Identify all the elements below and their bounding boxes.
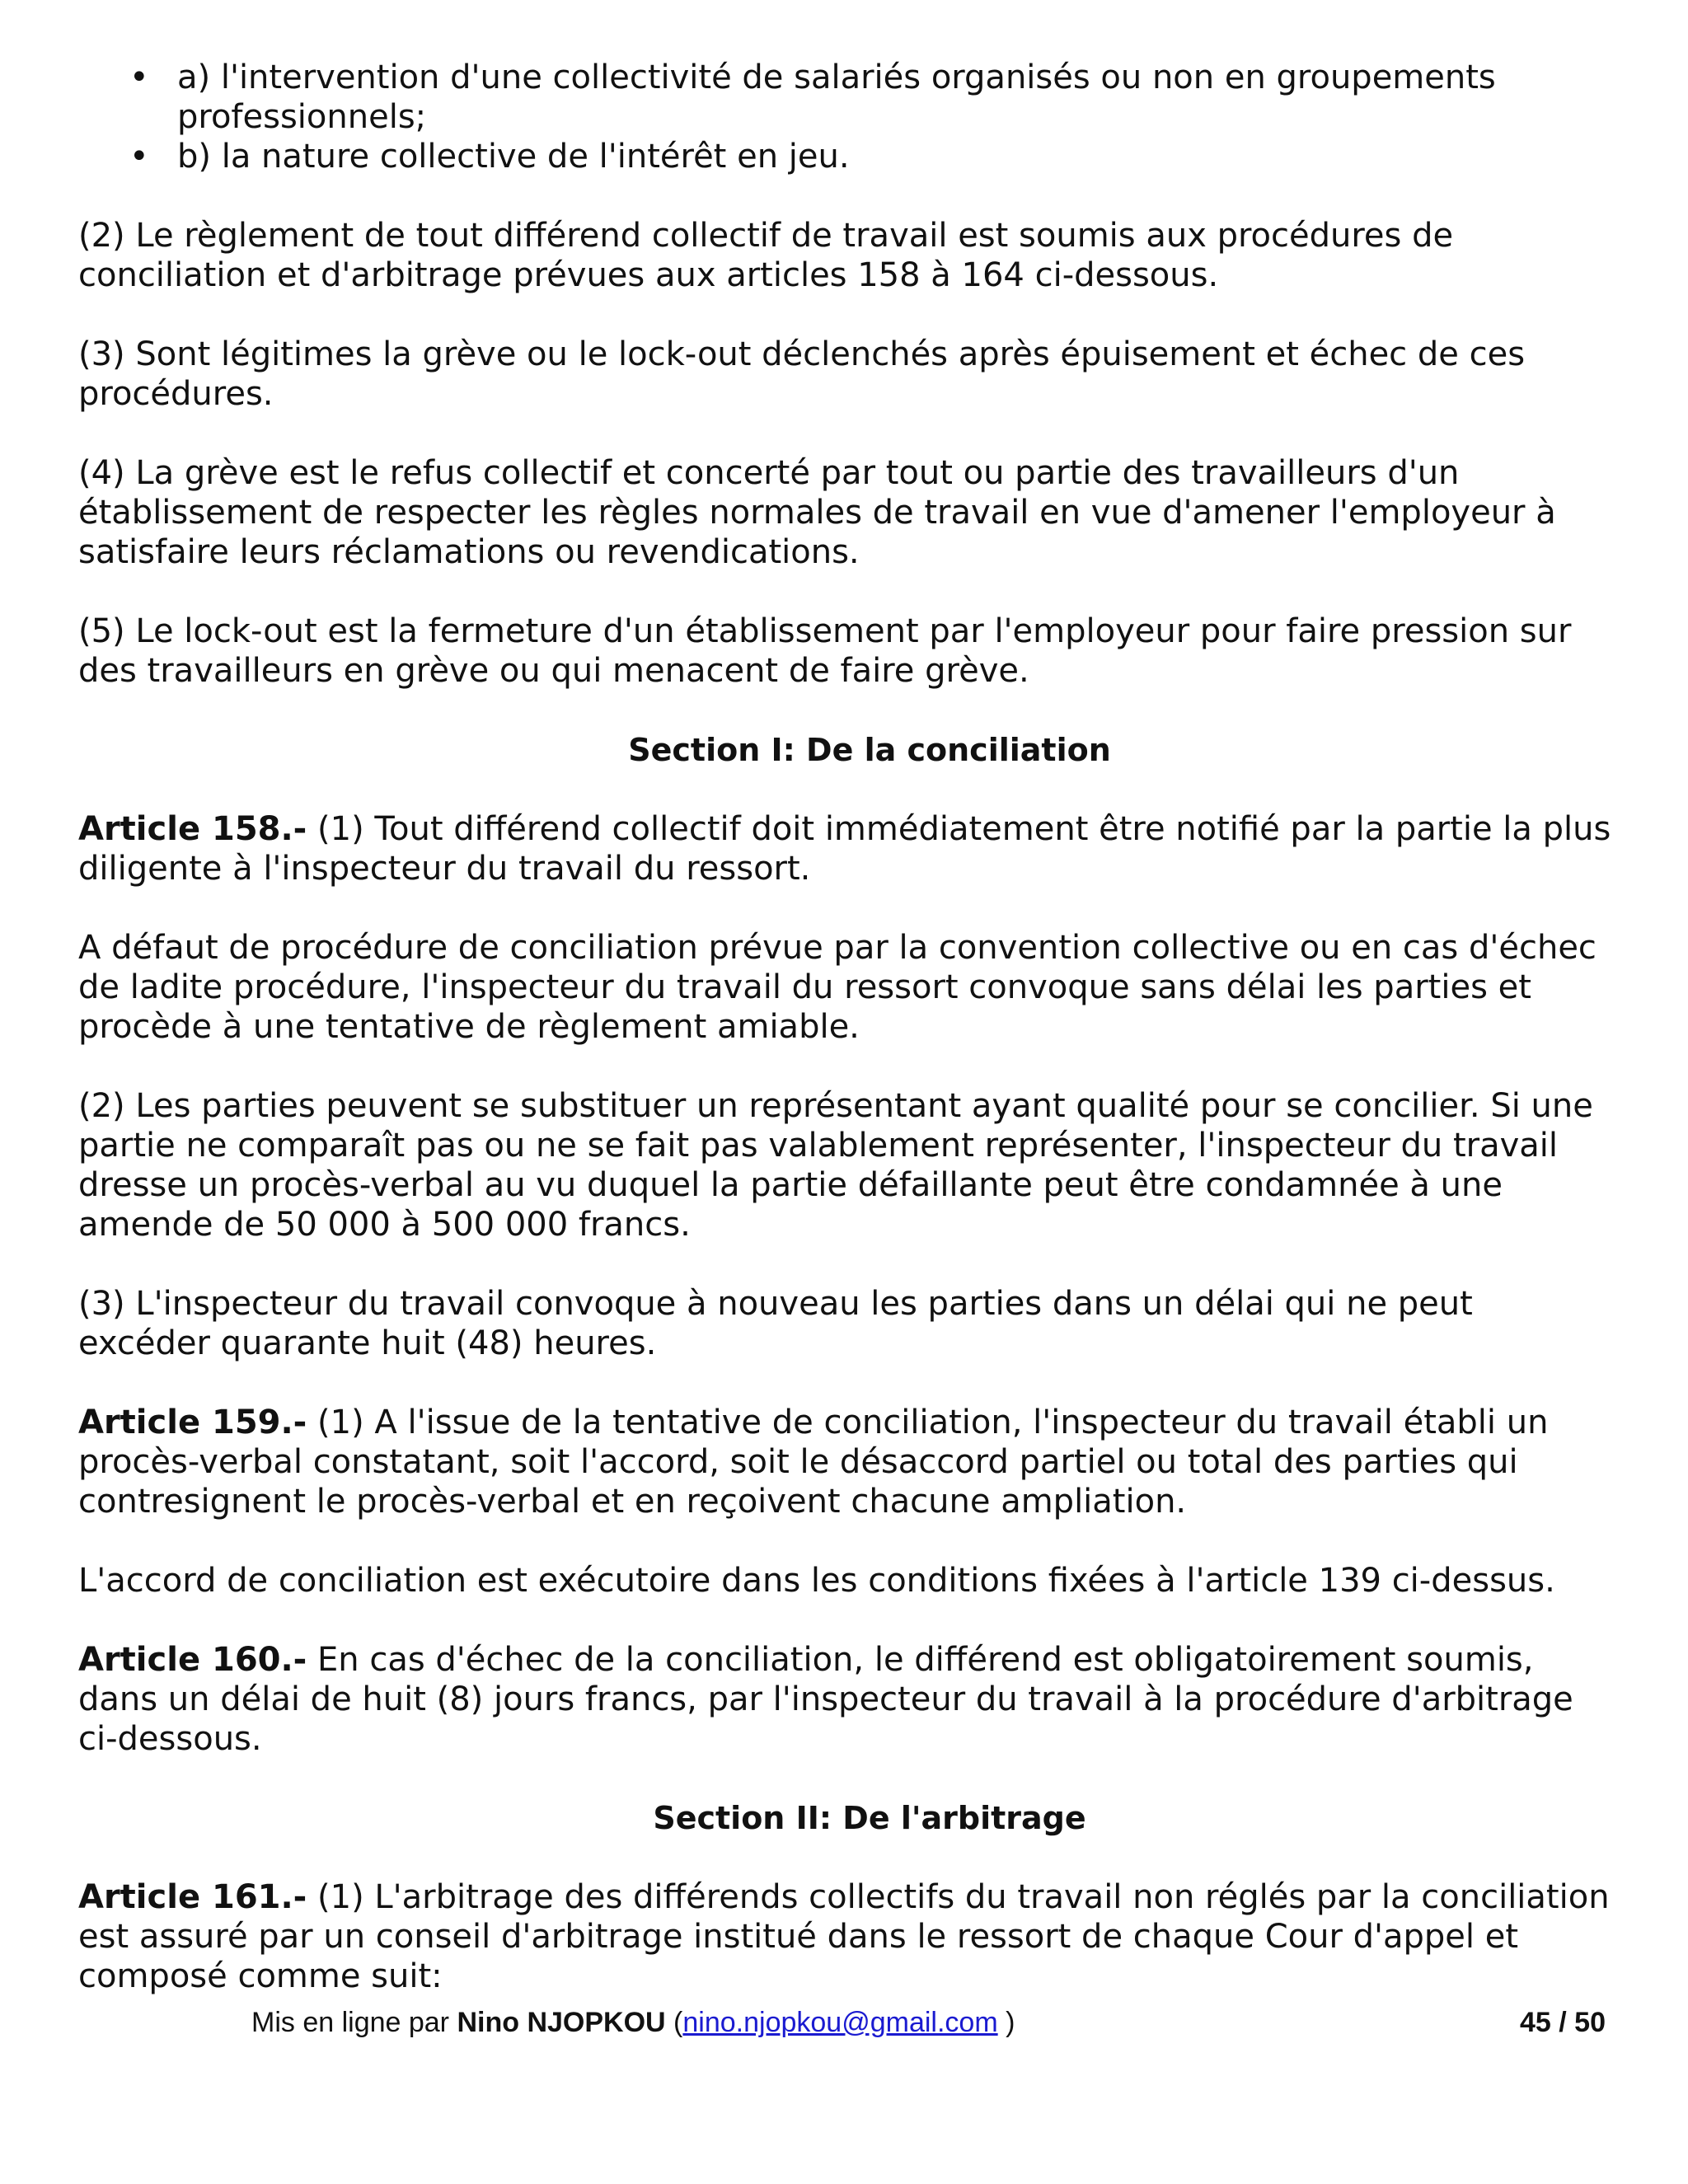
paragraph: (3) Sont légitimes la grève ou le lock-out déclenchés après épuisement et échec de ces procédures. [78, 335, 1526, 413]
article-label: Article 161.- [78, 1878, 307, 1916]
article-158: Article 158.- (1) Tout différend collectif doit immédiatement être notifié par la partie la plus diligente à l'inspecteur du travail du ressort. [78, 810, 1611, 888]
list-item: • b) la nature collective de l'intérêt en jeu. [129, 138, 850, 176]
article-label: Article 158.- [78, 810, 307, 848]
list-item: • a) l'intervention d'une collectivité de salariés organisés ou non en groupements professionnels; [129, 59, 1496, 136]
author-name: Nino NJOPKOU [457, 2007, 666, 2038]
paragraph: A défaut de procédure de conciliation prévue par la convention collective ou en cas d'échec de ladite procédure, l'inspecteur du travail du ressort convoque sans délai les parties et procède à une tentative de règlement amiable. [78, 929, 1597, 1046]
page-number: 45 / 50 [1520, 2007, 1606, 2038]
paragraph: (2) Les parties peuvent se substituer un représentant ayant qualité pour se concilier. Si une partie ne comparaît pas ou ne se fait pas valablement représenter, l'inspecteur du travail dresse un procès-verbal au vu duquel la partie défaillante peut être condamnée à une amende de 50 000 à 500 000 francs. [78, 1087, 1593, 1244]
article-label: Article 159.- [78, 1404, 307, 1441]
page-content [78, 58, 1611, 2036]
paragraph: (4) La grève est le refus collectif et concerté par tout ou partie des travailleurs d'un établissement de respecter les règles normales de travail en vue d'amener l'employeur à satisfaire leurs réclamations ou revendications. [78, 454, 1556, 571]
paragraph: (2) Le règlement de tout différend collectif de travail est soumis aux procédures de conciliation et d'arbitrage prévues aux articles 158 à 164 ci-dessous. [78, 217, 1454, 294]
section-heading: Section I: De la conciliation [628, 732, 1111, 768]
article-161: Article 161.- (1) L'arbitrage des différends collectifs du travail non réglés par la conciliation est assuré par un conseil d'arbitrage institué dans le ressort de chaque Cour d'appel et composé comme suit: [78, 1878, 1610, 1995]
article-160: Article 160.- En cas d'échec de la conciliation, le différend est obligatoirement soumis, dans un délai de huit (8) jours francs, par l'inspecteur du travail à la procédure d'arbitrage ci-dessous. [78, 1641, 1573, 1758]
section-heading: Section II: De l'arbitrage [653, 1800, 1086, 1836]
paragraph: (3) L'inspecteur du travail convoque à nouveau les parties dans un délai qui ne peut excéder quarante huit (48) heures. [78, 1285, 1473, 1362]
page-footer [0, 2003, 1688, 2042]
bullet-icon: • [129, 138, 149, 176]
article-159: Article 159.- (1) A l'issue de la tentative de conciliation, l'inspecteur du travail établi un procès-verbal constatant, soit l'accord, soit le désaccord partiel ou total des parties qui contresignent le procès-verbal et en reçoivent chacune ampliation. [78, 1404, 1549, 1521]
paragraph: (5) Le lock-out est la fermeture d'un établissement par l'employeur pour faire pression sur des travailleurs en grève ou qui menacent de faire grève. [78, 612, 1572, 690]
footer-credit: Mis en ligne par Nino NJOPKOU (nino.njopkou@gmail.com ) [251, 2007, 1015, 2038]
email-link[interactable]: nino.njopkou@gmail.com [682, 2007, 998, 2038]
paragraph: L'accord de conciliation est exécutoire dans les conditions fixées à l'article 139 ci-dessus. [78, 1562, 1555, 1600]
bullet-icon: • [129, 59, 149, 96]
bullet-list [78, 58, 1611, 176]
article-label: Article 160.- [78, 1641, 307, 1679]
